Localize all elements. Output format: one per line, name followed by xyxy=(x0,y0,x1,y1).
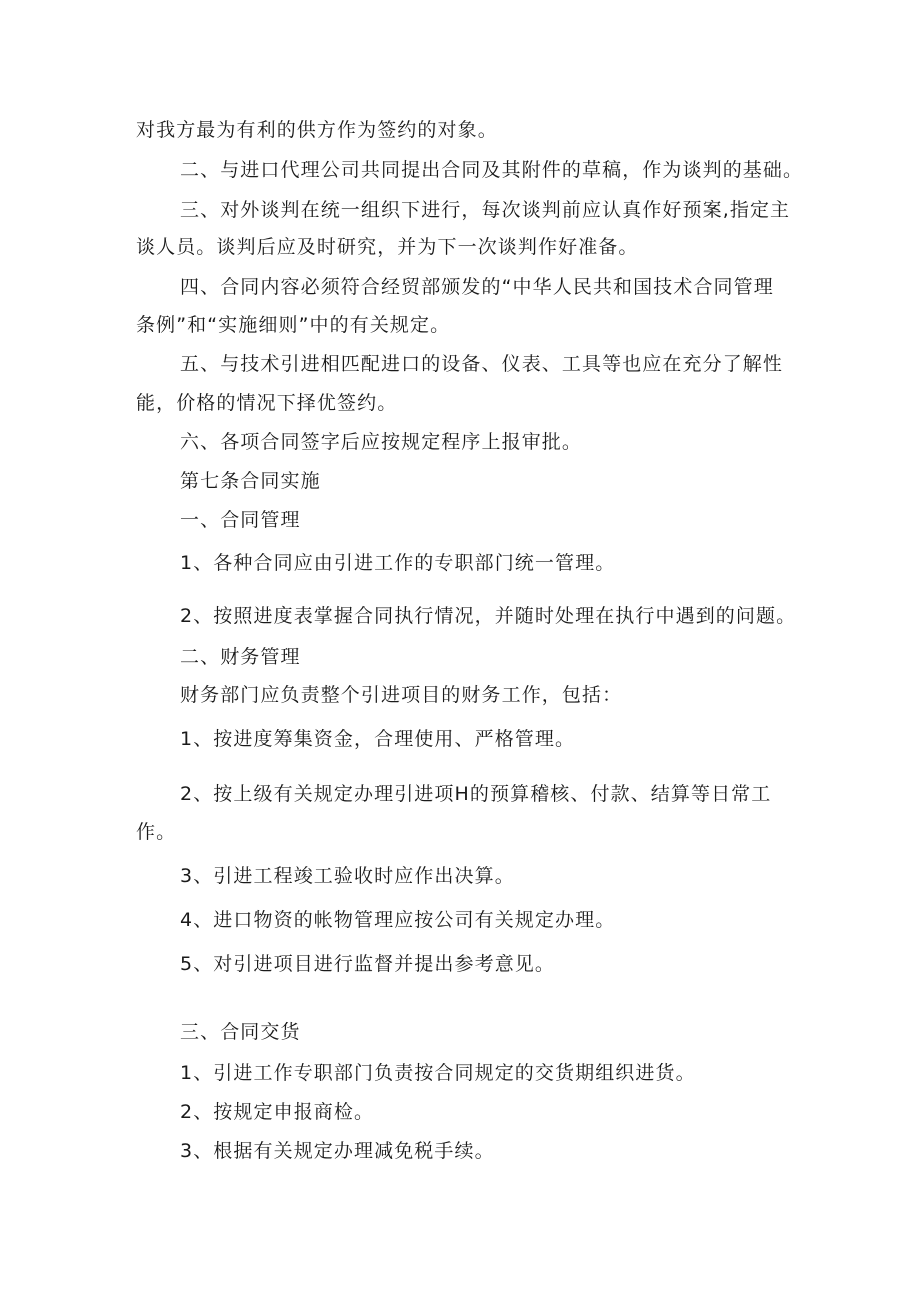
list-item: 4、进口物资的帐物管理应按公司有关规定办理。 xyxy=(180,909,616,931)
paragraph-line: 二、与进口代理公司共同提出合同及其附件的草稿，作为谈判的基础。 xyxy=(180,159,804,181)
paragraph-line: 条例”和“实施细则”中的有关规定。 xyxy=(136,314,451,336)
paragraph-line: 六、各项合同签字后应按规定程序上报审批。 xyxy=(180,431,583,453)
paragraph-line: 作。 xyxy=(136,821,177,843)
paragraph-line: 谈人员。谈判后应及时研究，并为下一次谈判作好准备。 xyxy=(136,236,639,258)
list-item: 1、引进工作专职部门负责按合同规定的交货期组织进货。 xyxy=(180,1062,696,1084)
list-item: 2、按上级有关规定办理引进项H的预算稽核、付款、结算等日常工 xyxy=(180,783,772,805)
subsection-heading: 三、合同交货 xyxy=(180,1021,301,1043)
list-item: 2、按规定申报商检。 xyxy=(180,1101,375,1123)
paragraph-line: 对我方最为有利的供方作为签约的对象。 xyxy=(136,119,498,141)
paragraph-line: 能，价格的情况下择优签约。 xyxy=(136,392,398,414)
list-item: 3、引进工程竣工验收时应作出决算。 xyxy=(180,865,515,887)
subsection-heading: 二、财务管理 xyxy=(180,646,301,668)
list-item: 1、各种合同应由引进工作的专职部门统一管理。 xyxy=(180,552,616,574)
paragraph-line: 财务部门应负责整个引进项目的财务工作，包括： xyxy=(180,684,623,706)
paragraph-line: 三、对外谈判在统一组织下进行，每次谈判前应认真作好预案,指定主 xyxy=(180,199,791,221)
paragraph-line: 四、合同内容必须符合经贸部颁发的“中华人民共和国技术合同管理 xyxy=(180,276,774,298)
list-item: 1、按进度筹集资金，合理使用、严格管理。 xyxy=(180,728,576,750)
subsection-heading: 一、合同管理 xyxy=(180,509,301,531)
list-item: 5、对引进项目进行监督并提出参考意见。 xyxy=(180,953,555,975)
list-item: 3、根据有关规定办理减免税手续。 xyxy=(180,1140,495,1162)
list-item: 2、按照进度表掌握合同执行情况，并随时处理在执行中遇到的问题。 xyxy=(180,605,797,627)
section-heading: 第七条合同实施 xyxy=(180,470,321,492)
paragraph-line: 五、与技术引进相匹配进口的设备、仪表、工具等也应在充分了解性 xyxy=(180,353,784,375)
